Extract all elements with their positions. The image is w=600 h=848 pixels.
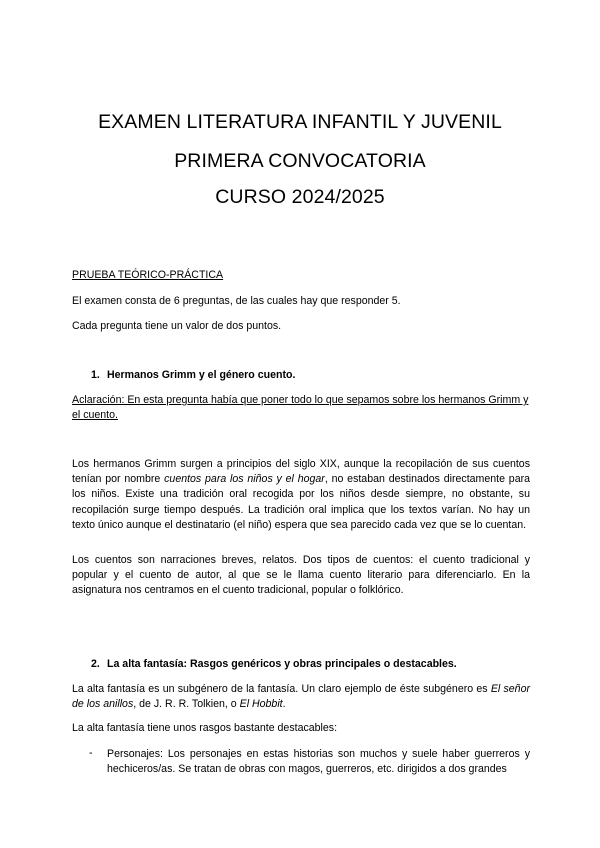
- question-1-paragraph-1-text-b: , no estaban destinados directamente para los niños. Existe una tradición oral recogida por los niños desde siempre, no obstante, su recopilación surge tiempo después. La tradición oral implica que los textos varían. No hay un texto único aunque el destinatario (el niño) espera que sea parecido cada vez que se lo cuentan.: [72, 473, 531, 531]
- question-2-paragraph-1-text-a: La alta fantasía es un subgénero de la fantasía. Un claro ejemplo de éste subgénero es: [72, 683, 491, 695]
- question-2-title: La alta fantasía: Rasgos genéricos y obras principales o destacables.: [107, 658, 457, 670]
- question-1-title: Hermanos Grimm y el género cuento.: [107, 369, 296, 381]
- question-2-paragraph-1: [72, 682, 530, 712]
- bullet-item-characters: Personajes: Los personajes en estas historias son muchos y suele haber guerreros y hechiceros/as. Se tratan de obras con magos, guerreros, etc. dirigidos a dos grandes: [107, 748, 530, 776]
- question-2-paragraph-1-text-c: .: [282, 698, 286, 711]
- question-1-number: 1.: [91, 369, 100, 381]
- intro-line-2: Cada pregunta tiene un valor de dos puntos.: [72, 320, 282, 332]
- intro-line-1: El examen consta de 6 preguntas, de las cuales hay que responder 5.: [72, 295, 401, 307]
- bullet-marker: -: [89, 747, 93, 759]
- book-title-italic-2: El Hobbit: [239, 698, 283, 711]
- exam-year: CURSO 2024/2025: [215, 186, 385, 208]
- section-label: PRUEBA TEÓRICO-PRÁCTICA: [72, 269, 224, 281]
- book-title-italic: cuentos para los niños y el hogar: [164, 473, 325, 486]
- question-1-paragraph-2: Los cuentos son narraciones breves, relatos. Dos tipos de cuentos: el cuento tradicional y popular y el cuento de autor, al que se le llama cuento literario para diferenciarlo. En la asignatura nos centramos en el cuento tradicional, popular o folklórico.: [72, 554, 530, 597]
- exam-call: PRIMERA CONVOCATORIA: [174, 150, 426, 172]
- book-title-italic-1: El señor de los anillos: [72, 683, 530, 711]
- exam-title: EXAMEN LITERATURA INFANTIL Y JUVENIL: [98, 111, 502, 133]
- question-2-number: 2.: [91, 658, 100, 670]
- question-1-clarification: Aclaración: En esta pregunta había que poner todo lo que sepamos sobre los hermanos Grimm y el cuento.: [72, 394, 529, 422]
- question-2-paragraph-2: La alta fantasía tiene unos rasgos bastante destacables:: [72, 722, 338, 734]
- question-1-paragraph-1-text-a: Los hermanos Grimm surgen a principios del siglo XIX, aunque la recopilación de sus cuentos tenían por nombre: [72, 458, 530, 486]
- question-2-paragraph-1-text-b: , de J. R. R. Tolkien, o: [133, 698, 240, 711]
- question-1-paragraph-1: [72, 457, 530, 533]
